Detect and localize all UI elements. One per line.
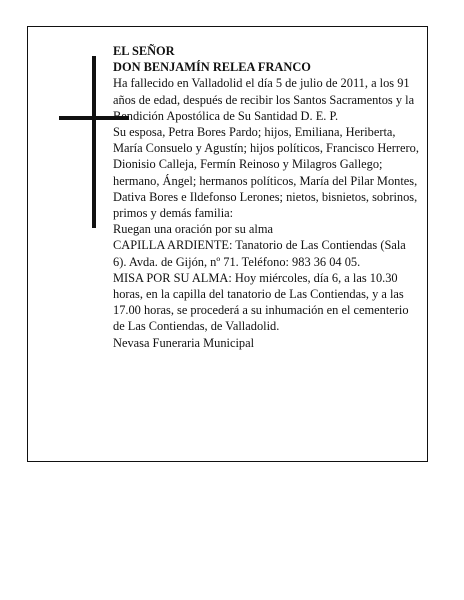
obituary-card [27, 26, 428, 462]
prayer-line: Ruegan una oración por su alma [113, 222, 273, 237]
deceased-name: DON BENJAMÍN RELEA FRANCO [113, 60, 311, 75]
heading: EL SEÑOR [113, 44, 175, 58]
funeral-home: Nevasa Funeraria Municipal [113, 335, 255, 350]
obituary-text [113, 43, 422, 351]
chapel-paragraph: CAPILLA ARDIENTE: Tanatorio de Las Contiendas (Sala 6). Avda. de Gijón, nº 71. Teléfono: 983 36 04 05. [113, 238, 406, 269]
cross-vertical-bar [92, 56, 96, 228]
family-paragraph: Su esposa, Petra Bores Pardo; hijos, Emiliana, Heriberta, María Consuelo y Agustín; hijos políticos, Francisco Herrero, Dionisio Calleja, Fermín Reinoso y Milagros Gallego; hermano, Ángel; hermanos políticos, María del Pilar Montes, Dativa Bores e Ildefonso Lerones; nietos, bisnietos, sobrinos, primos y demás familia: [113, 125, 419, 221]
death-paragraph: Ha fallecido en Valladolid el día 5 de julio de 2011, a los 91 años de edad, después de recibir los Santos Sacramentos y la Bendición Apostólica de Su Santidad D. E. P. [113, 76, 415, 123]
mass-paragraph: MISA POR SU ALMA: Hoy miércoles, día 6, a las 10.30 horas, en la capilla del tanatorio de Las Contiendas, y a las 17.00 horas, se procederá a su inhumación en el cementerio de Las Contiendas, de Valladolid. [113, 270, 409, 334]
